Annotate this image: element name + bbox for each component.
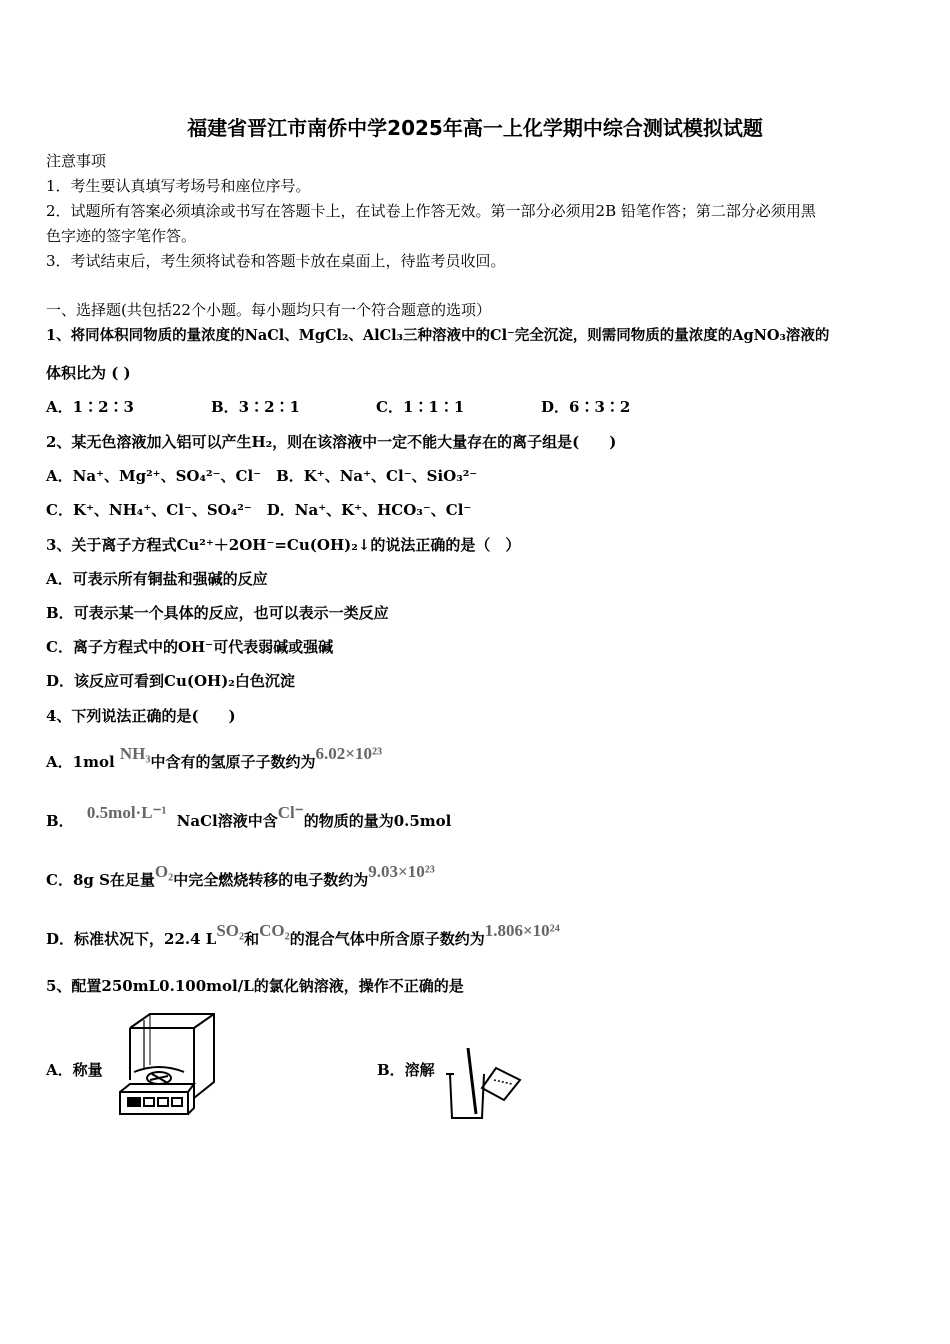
formula-o2: O₂ <box>154 862 174 881</box>
q4-option-b[interactable] <box>46 803 904 832</box>
section-heading: 一、选择题(共包括22个小题。每小题均只有一个符合题意的选项） <box>46 301 491 319</box>
q5-option-a[interactable]: A．称量 <box>46 1061 103 1079</box>
q1-options <box>46 396 904 418</box>
q1-option-b[interactable]: B．3∶2∶1 <box>211 398 300 416</box>
q4-a-prefix: A．1mol <box>46 753 115 771</box>
q2-options-row1[interactable]: A．Na⁺、Mg²⁺、SO₄²⁻、Cl⁻ B．K⁺、Na⁺、Cl⁻、SiO₃²⁻ <box>46 467 478 485</box>
formula-cl-ion: Cl⁻ <box>277 803 304 822</box>
q3-option-d[interactable]: D．该反应可看到Cu(OH)₂白色沉淀 <box>46 672 295 690</box>
formula-co2: CO₂ <box>259 921 290 940</box>
q4-d-text: 的混合气体中所含原子数约为 <box>289 930 485 948</box>
notice-heading: 注意事项 <box>46 152 107 170</box>
q4-d-prefix: D．标准状况下，22.4 L <box>46 930 217 948</box>
q4-option-d[interactable] <box>46 921 904 950</box>
q5-stem: 5、配置250mL0.100mol/L的氯化钠溶液，操作不正确的是 <box>46 977 464 995</box>
q4-option-a[interactable] <box>46 744 904 773</box>
q4-b-text: NaCl溶液中含 <box>176 812 278 830</box>
q3-stem: 3、关于离子方程式Cu²⁺＋2OH⁻=Cu(OH)₂↓的说法正确的是（ ） <box>46 536 521 554</box>
formula-nh3: NH₃ <box>119 744 151 763</box>
notice-item-2: 2．试题所有答案必须填涂或书写在答题卡上，在试卷上作答无效。第一部分必须用2B 铅笔作答；第二部分必须用黑 <box>46 202 816 220</box>
q3-option-c[interactable]: C．离子方程式中的OH⁻可代表弱碱或强碱 <box>46 638 334 656</box>
q4-c-prefix: C．8g S在足量 <box>46 871 155 889</box>
q4-b-suffix: 的物质的量为0.5mol <box>303 812 452 830</box>
formula-atoms: 1.806×10²⁴ <box>484 921 560 940</box>
formula-electrons: 9.03×10²³ <box>368 862 435 881</box>
q2-options-row2[interactable]: C．K⁺、NH₄⁺、Cl⁻、SO₄²⁻ D．Na⁺、K⁺、HCO₃⁻、Cl⁻ <box>46 501 472 519</box>
q4-a-text: 中含有的氢原子子数约为 <box>150 753 316 771</box>
q4-c-text: 中完全燃烧转移的电子数约为 <box>173 871 369 889</box>
dissolving-figure <box>442 1044 524 1120</box>
q3-option-b[interactable]: B．可表示某一个具体的反应，也可以表示一类反应 <box>46 604 389 622</box>
formula-avogadro: 6.02×10²³ <box>315 744 383 763</box>
notice-item-3: 3．考试结束后，考生须将试卷和答题卡放在桌面上，待监考员收回。 <box>46 252 506 270</box>
q1-option-d[interactable]: D．6∶3∶2 <box>541 398 631 416</box>
q4-stem: 4、下列说法正确的是( ) <box>46 707 236 725</box>
q2-stem: 2、某无色溶液加入铝可以产生H₂，则在该溶液中一定不能大量存在的离子组是( ) <box>46 433 617 451</box>
notice-item-2-cont: 色字迹的签字笔作答。 <box>46 227 197 245</box>
q1-stem-cont: 体积比为 ( ) <box>46 364 131 382</box>
q4-d-and: 和 <box>244 930 260 948</box>
q1-option-c[interactable]: C．1∶1∶1 <box>376 398 465 416</box>
q5-option-b[interactable]: B．溶解 <box>377 1061 435 1079</box>
q1-stem: 1、将同体积同物质的量浓度的NaCl、MgCl₂、AlCl₃三种溶液中的Cl⁻完全沉淀，则需同物质的量浓度的AgNO₃溶液的 <box>46 327 830 344</box>
q4-b-prefix: B． <box>46 812 74 830</box>
q3-option-a[interactable]: A．可表示所有铜盐和强碱的反应 <box>46 570 268 588</box>
notice-item-1: 1．考生要认真填写考场号和座位序号。 <box>46 177 311 195</box>
q1-option-a[interactable]: A．1∶2∶3 <box>46 398 134 416</box>
page-title: 福建省晋江市南侨中学2025年高一上化学期中综合测试模拟试题 <box>187 116 763 140</box>
formula-so2: SO₂ <box>216 921 245 940</box>
formula-concentration: 0.5mol·L⁻¹ <box>86 803 167 822</box>
balance-figure <box>114 1010 218 1120</box>
q4-option-c[interactable] <box>46 862 904 891</box>
